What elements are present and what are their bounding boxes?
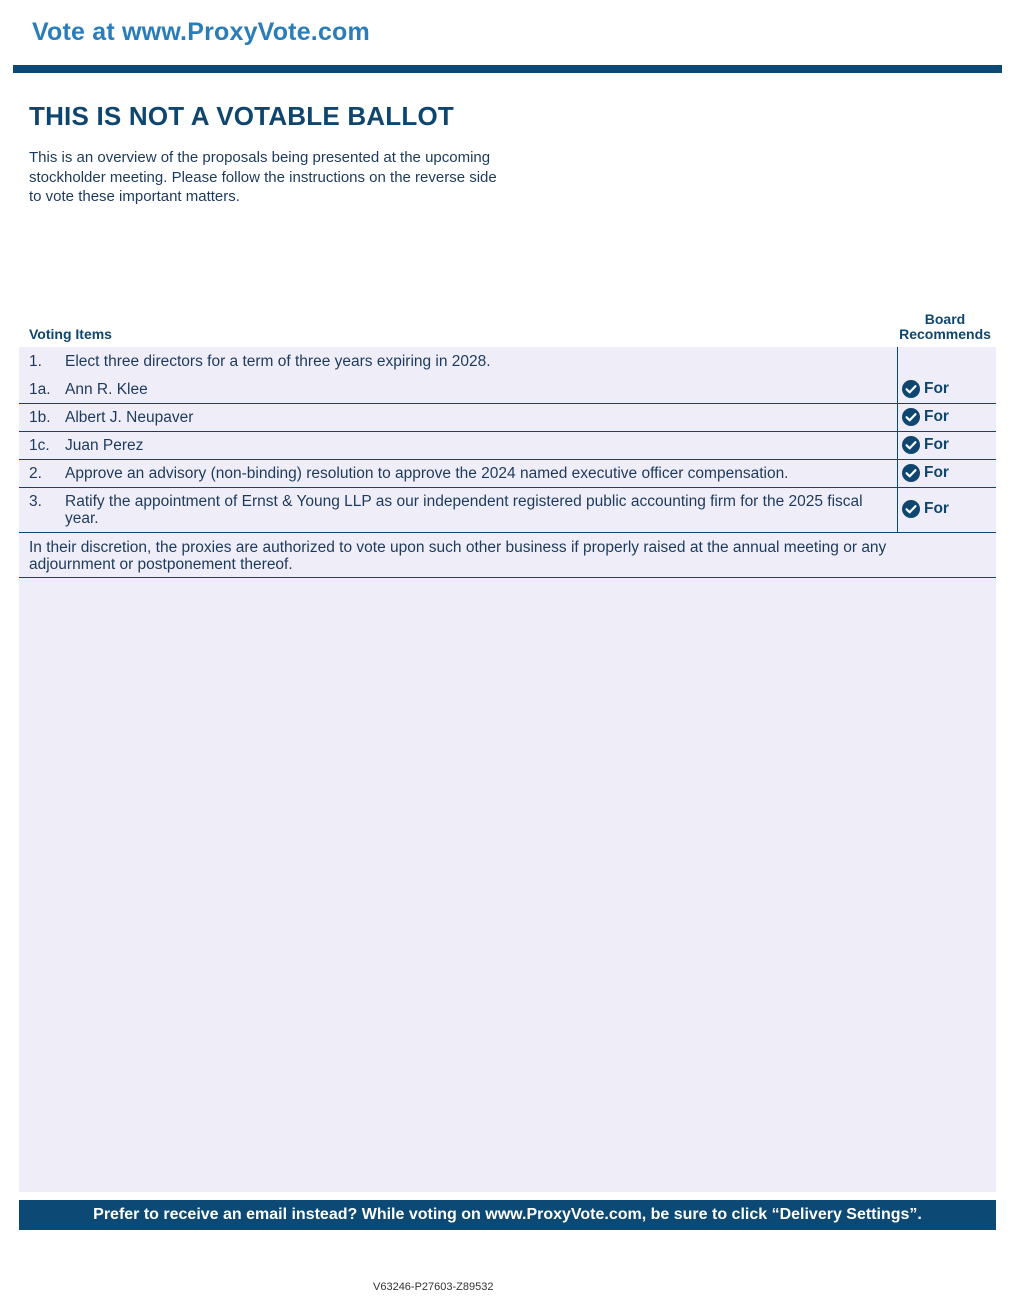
item-text: Ann R. Klee: [65, 381, 148, 398]
check-circle-icon: [902, 436, 920, 454]
item-number: 1c.: [29, 437, 50, 454]
recommendation-label: For: [924, 380, 949, 397]
board-recommends-header: [894, 312, 996, 342]
row-divider: [19, 403, 996, 404]
discretion-note: In their discretion, the proxies are authorized to vote upon such other business if properly raised at the annual meeting or any adjournment or postponement thereof.: [29, 539, 887, 573]
row-divider: [19, 459, 996, 460]
item-number: 3.: [29, 493, 42, 510]
recommendation-label: For: [924, 436, 949, 453]
recommendation-label: For: [924, 500, 949, 517]
item-number: 1b.: [29, 409, 51, 426]
board-header-line1: Board: [924, 311, 966, 327]
item-number: 2.: [29, 465, 42, 482]
check-circle-icon: [902, 380, 920, 398]
item-text: Elect three directors for a term of three years expiring in 2028.: [65, 353, 491, 370]
voting-items-header: Voting Items: [29, 326, 112, 342]
row-divider: [19, 431, 996, 432]
check-circle-icon: [902, 408, 920, 426]
check-circle-icon: [902, 500, 920, 518]
item-number: 1a.: [29, 381, 51, 398]
item-text: Juan Perez: [65, 437, 144, 454]
row-divider: [19, 577, 996, 578]
header-bar: [13, 65, 1002, 73]
item-text: Albert J. Neupaver: [65, 409, 194, 426]
email-delivery-banner: Prefer to receive an email instead? While voting on www.ProxyVote.com, be sure to click “Delivery Settings”.: [19, 1200, 996, 1230]
recommendation-1c: [902, 436, 949, 454]
recommendation-1a: [902, 380, 949, 398]
recommendation-2: [902, 464, 949, 482]
recommendation-label: For: [924, 408, 949, 425]
recommendation-1b: [902, 408, 949, 426]
item-text: Approve an advisory (non-binding) resolution to approve the 2024 named executive officer compensation.: [65, 465, 789, 482]
notice-description: This is an overview of the proposals being presented at the upcoming stockholder meeting. Please follow the instructions on the reverse side to vote these important matters.: [29, 149, 497, 205]
recommendation-3: [902, 500, 949, 518]
row-divider: [19, 532, 996, 533]
recommendation-label: For: [924, 464, 949, 481]
recommend-column-divider: [897, 347, 898, 532]
control-number: V63246-P27603-Z89532: [373, 1281, 494, 1293]
item-number: 1.: [29, 353, 42, 370]
check-circle-icon: [902, 464, 920, 482]
header-title: Vote at www.ProxyVote.com: [32, 18, 370, 46]
notice-title: THIS IS NOT A VOTABLE BALLOT: [29, 101, 454, 131]
item-text: Ratify the appointment of Ernst & Young LLP as our independent registered public accounting firm for the 2025 fiscal year.: [65, 493, 863, 527]
row-divider: [19, 487, 996, 488]
board-header-line2: Recommends: [899, 326, 991, 342]
